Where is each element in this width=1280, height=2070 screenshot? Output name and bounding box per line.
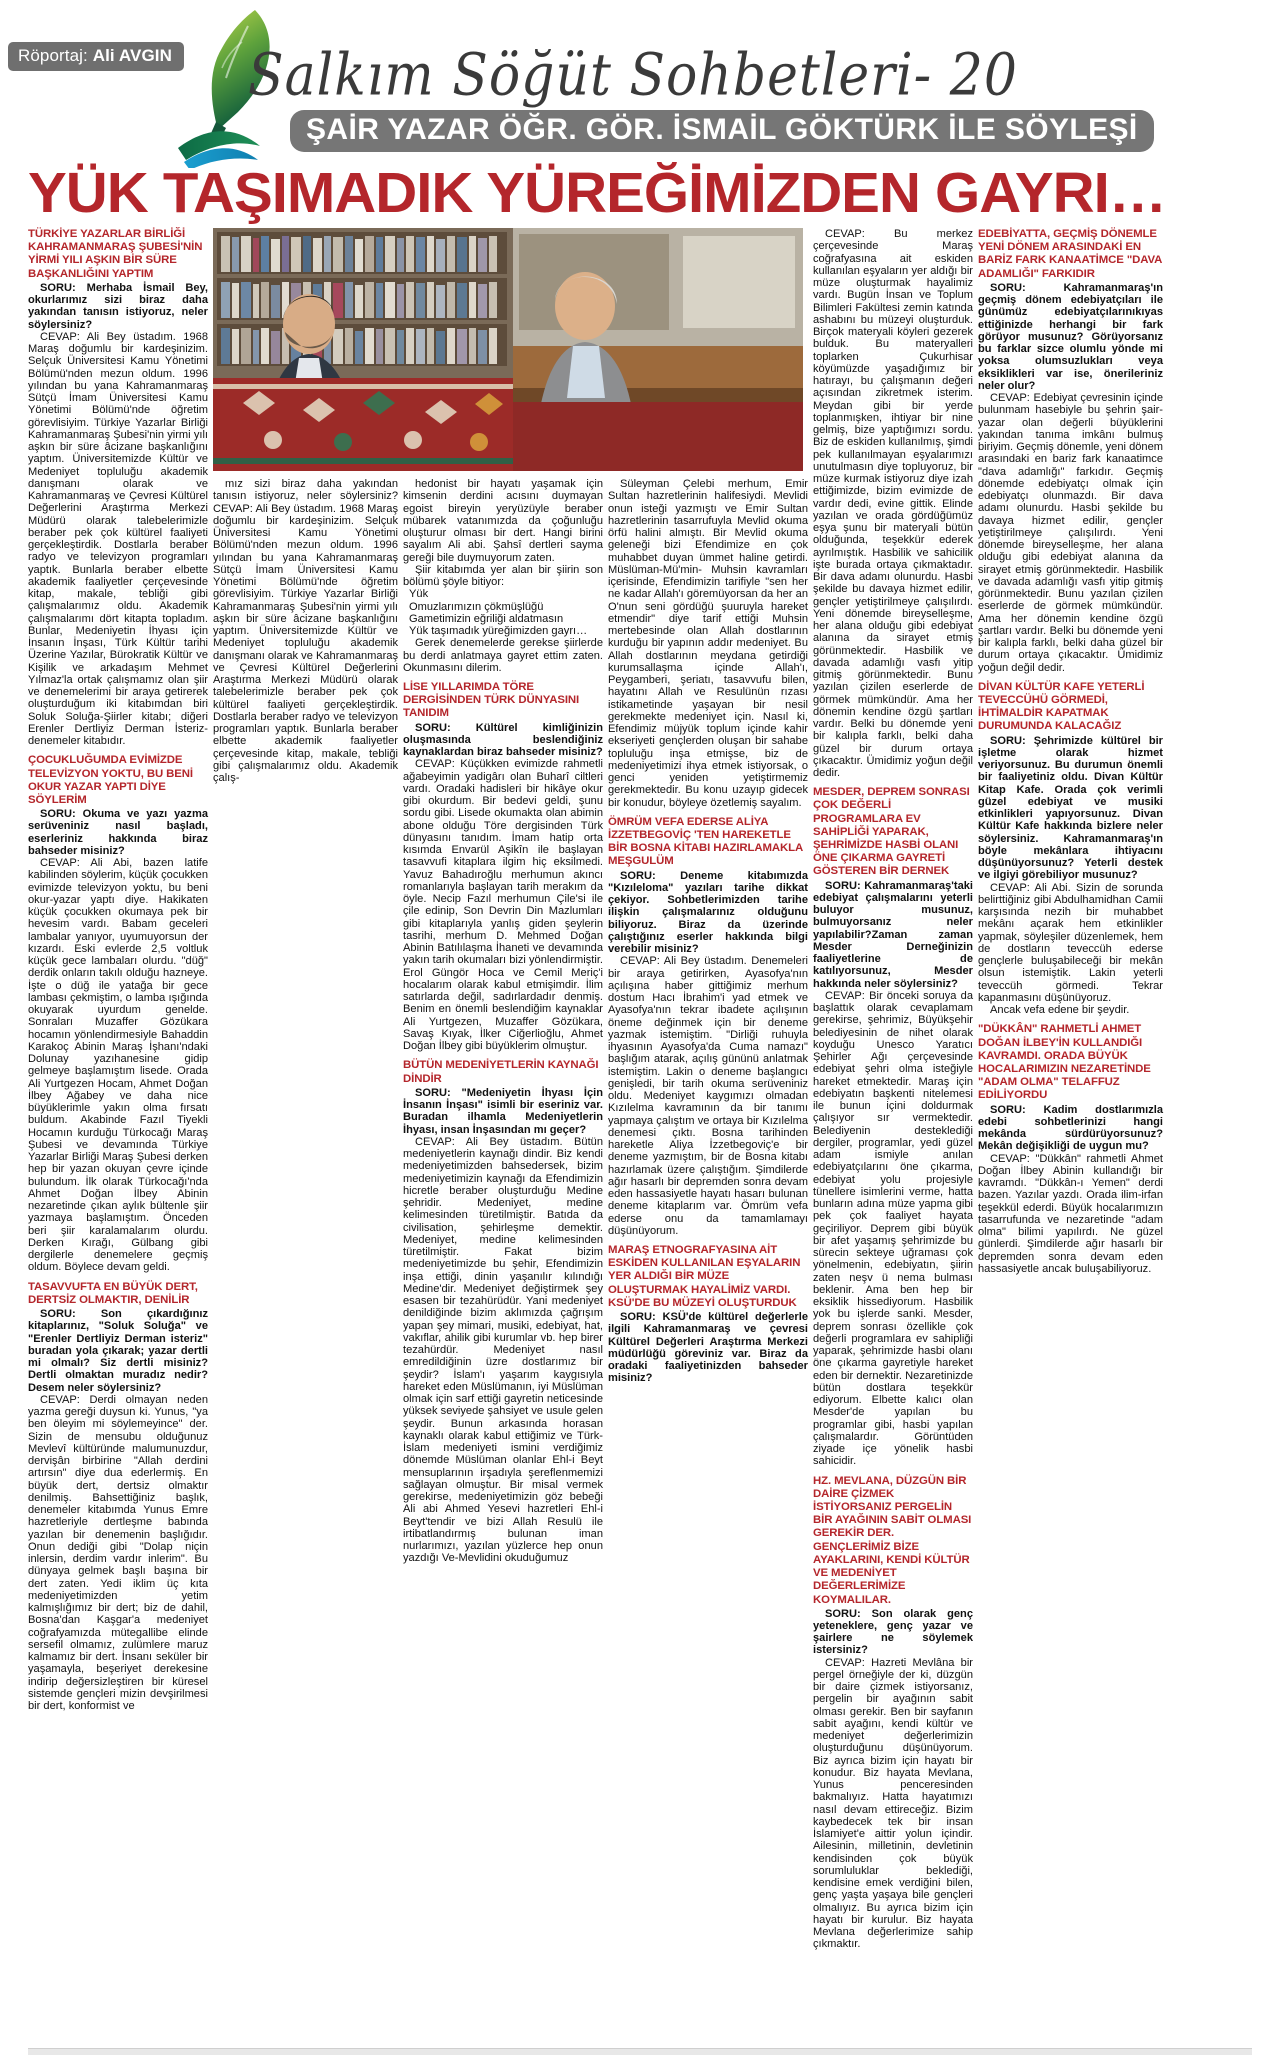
question: SORU: Okuma ve yazı yazma serüveniniz nasıl başladı, eserleriniz hakkında biraz bahseder misiniz? — [28, 808, 208, 857]
verse-line: Yük — [409, 588, 429, 601]
question: SORU: Son çıkardığınız kitaplarınız, "Soluk Soluğa" ve "Erenler Dertliyiz Derman isteriz" buradan yola çıkarak; yazar dertli mi olmalı? Siz dertli misiniz? Dertli olmaktan muradız nedir? Desem neler söylersiniz? — [28, 1308, 208, 1394]
answer: CEVAP: Hazreti Mevlâna bir pergel örneğiyle der ki, düzgün bir daire çizmek istiyorsanız, pergelin bir ayağının sabit olması gerekir. Ben bir sayfanın sabit ayağını, kendi kültür ve medeniyet değerlerimizin oluşturduğunu düşünüyorum. Biz ayrıca bizim için hayatı bir konudur. Biz hayata Mevlana, Yunus penceresinden bakmalıyız. Hatta hayatımızı nasıl devam ettireceğiz. Bizim kaybedecek tek bir insan İslamiyet'e aittir yolun içindir. Ailesinin, milletinin, devletinin kendisinden çok büyük sorumluluklar beklediği, kendisine emek verdiğini bilen, genç yaşta yaşaya bile gençleri olmalıyız. Bu ayrıca bizim için hayatı bir kurulur. Biz hayata Mevlana değerlerimize sahip çıkmaktır. — [813, 1656, 973, 1951]
kicker: "DÜKKÂN" RAHMETLİ AHMET DOĞAN İLBEY'İN KULLANDIĞI KAVRAMDI. ORADA BÜYÜK HOCALARIMIZIN NEZARETİNDE "ADAM OLMA" TELAFFUZ EDİLİYORDU — [978, 1023, 1151, 1102]
column-1 — [28, 228, 208, 1712]
column-4 — [608, 478, 808, 1385]
kicker: ÖMRÜM VEFA EDERSE ALİYA İZZETBEGOVİÇ 'TEN HAREKETLE BİR BOSNA KİTABI HAZIRLAMAKLA MEŞGULÜM — [608, 815, 803, 868]
column-6 — [978, 228, 1163, 1275]
verse-line: Gametimizin eğriliği aldatmasın — [409, 612, 564, 625]
question: SORU: Deneme kitabımızda "Kızıleloma" yazıları tarihe dikkat çekiyor. Sohbetlerimizden tarihe ilişkin çalışmalarınız olduğunu biliyoruz. Biraz da üzerinde çalıştığınız eserler hakkında bilgi verebilir misiniz? — [608, 869, 808, 956]
byline-tag — [8, 42, 184, 71]
question: SORU: Şehrimizde kültürel bir işletme olarak hizmet veriyorsunuz. Bu durumun önemli bir faaliyetiniz oldu. Divan Kültür Kitap Kafe. Orada çok verimli güzel edebiyat ve musiki etkinlikleri yapıyorsunuz. Divan Kültür Kafe hakkında bizlere neler söylersiniz. Kahramanmaraş'ın böyle mekânlara ihtiyacını düşünüyorsunuz? Yeterli destek ve ilgiyi görebiliyor musunuz? — [978, 734, 1163, 882]
answer: Gerek denemelerde gerekse şiirlerde bu derdi anlatmaya gayret ettim zaten. Okunmasını dilerim. — [403, 637, 603, 674]
masthead — [0, 0, 1280, 168]
answer: CEVAP: Ali Abi. Sizin de sorunda belirttiğiniz gibi Abdulhamidhan Camii karşısında nezih bir muhabbet mekânı açarak hem etkinlikler yapmak, söyleşiler düzenlemek, hem de dostların teveccüh ederse gençlerle buluşabileceği bir mekân olsun istemiştik. Lakin yeterli teveccüh görmedi. Tekrar kapanmasını düşünüyoruz. — [978, 881, 1163, 1004]
answer: CEVAP: "Dükkân" rahmetli Ahmet Doğan İlbey Abinin kullandığı bir kavramdı. "Dükkân-ı Yemen" derdi bazen. Yazılar yazdı. Orada ilim-irfan teşekkül ederdi. Büyük hocalarımızın tasarrufunda ve nezaretinde "adam olma" bilimi yapılırdı. Ne güzel günlerdi. Şimdilerde ağır hasarlı bir depremden sonra devam eden hassasiyetle ancak buluşabiliyoruz. — [978, 1152, 1163, 1275]
question: SORU: "Medeniyetin İhyası İçin İnsanın İnşası" isimli bir eseriniz var. Buradan ilhamla Medeniyetlerin İhyası, insan İnşasından mı geçer? — [403, 1086, 603, 1136]
bottom-rule — [28, 2048, 1252, 2055]
answer: CEVAP: Ali Bey üstadım. Denemeleri bir araya getirirken, Ayasofya'nın açılışına haber gittiğimiz merhum dostum Hacı İbrahim'i yad etmek ve Ayasofya'nın tekrar ibadete açılışının öneme değinmek için bir deneme yazmak istemiştim. "Dirliği ruhuyla ihyasının Ayasofya'da Cuma namazı" başlığım atarak, açılış gününü anlatmak istemiştim. Lakin o deneme başlangıcı genişledi, bir tarih okuma serüveniniz oldu. Medeniyet kaygımızı olmadan Kızılelma kavramının da bir tanımı yapmaya çalıştım ve ortaya bir Kızılelma denemesi çıktı. Bosna tarihinden hareketle Aliya İzzetbegoviç'e bir deneme yazmıştım, bir de Bosna kitabı hazırlamak üzere çalıştığım. Şimdilerde ağır hasarlı bir depremden sonra devam eden hassasiyetle hayatı hasarı bulunan deneme kitaplarım var. Ömrüm vefa ederse onu da tamamlamayı düşünüyorum. — [608, 955, 808, 1237]
column-3 — [403, 478, 603, 1565]
answer: CEVAP: Edebiyat çevresinin içinde bulunmam hasebiyle bu şehrin şair-yazar olan değerli büyüklerini yakından tanıma imkânı bulmuş biriyim. Geçmiş dönemle, yeni dönem arasındaki en bariz fark kanaatimce "dava adamlığı" farkıdır. Geçmiş dönemde edebiyatçı olmak için edebiyatçı olunmazdı. Bir dava adamı olunurdu. Hasbi şekilde bu davaya hizmet edilir, gençler yetiştirilmeye çalışılırdı. Yeni dönemde bireyselleşme, her alana olduğu gibi edebiyat alanına da sirayet etmiş görünmektedir. Hasbilik ve davada adamlığı vasfı yitip gitmiş görünmektedir. Bunu yazılan çizilen eserlerde de görmek mümkündür. Ama her dönemin kendine özgü şartları vardır. Belki bu dönemde yeni bir kalıpla farklı, belki daha güzel bir durum ortaya çıkacaktır. Ümidimiz yoğun değil dedir. — [978, 392, 1163, 674]
interview-photo — [213, 228, 803, 471]
answer: Ancak vefa edene bir şeydir. — [990, 1004, 1130, 1017]
kicker: BÜTÜN MEDENİYETLERİN KAYNAĞI DİNDİR — [403, 1059, 599, 1085]
answer: Şiir kitabımda yer alan bir şiirin son bölümü şöyle bitiyor: — [403, 563, 603, 588]
question: SORU: Kadim dostlarımızla edebi sohbetlerinizi hangi mekânda sürdürüyorsunuz? Mekân değişikliği de uygun mu? — [978, 1103, 1163, 1153]
kicker: EDEBİYATTA, GEÇMİŞ DÖNEMLE YENİ DÖNEM ARASINDAKİ EN BARİZ FARK KANAATİMCE "DAVA ADAMLIĞI" FARKIDIR — [978, 228, 1162, 280]
kicker: MESDER, DEPREM SONRASI ÇOK DEĞERLİ PROGRAMLARA EV SAHİPLİĞİ YAPARAK, ŞEHRİMİZDE HASBİ OLANI ÖNE ÇIKARMA GAYRETİ GÖSTEREN BİR DERNEK — [813, 786, 970, 878]
answer: CEVAP: Bu merkez çerçevesinde Maraş coğrafyasına ait eskiden kullanılan eşyaların yer aldığı bir müze oluşturmak hayalimiz vardı. Bugün İnsan ve Toplum Bilimleri Fakültesi zemin katında ashabını bu müzeyi oluşturduk. Birçok materyali köyleri gezerek bulduk. Bu materyalleri toplarken Çukurhisar köyümüzde yaşadığımız bir hatırayı, bu çalışmanın değeri açısından zikretmek isterim. Meydan gibi bir yerde toplanmışken, ihtiyar bir nine gelmiş, bize yaptığımızı sordu. Biz de eskiden kullanılmış, şimdi pek kullanılmayan eşyalarımızı unutulmasın diye topluyoruz, bir müze kurmak istiyoruz diye izah ettiğimizde, bizim evimizde de vardır dedi, evine gittik. Elinde yazılan ve orada gördüğümüz eşya şunu bir materyali bütün olduğunda, teşekkür ederek ayrılmıştık. Hasbilik ve sahicilik işte burada ortaya çıkmaktadır. Bir dava adamı olunurdu. Hasbi şekilde bu davaya hizmet edilir, gençler yetiştirilmeye çalışılırdı. Yeni dönemde bireyselleşme, her alana olduğu gibi edebiyat alanına da sirayet etmiş görünmektedir. Hasbilik ve davada adamlığı vasfı yitip gitmiş görünmektedir. Bunu yazılan çizilen eserlerde de görmek mümkündür. Ama her dönemin kendine özgü şartları vardır. Belki bu dönemde yeni bir kalıpla farklı, belki daha güzel bir durum ortaya çıkacaktır. Ümidimiz yoğun değil dedir. — [813, 228, 973, 779]
kicker: HZ. MEVLANA, DÜZGÜN BİR DAİRE ÇİZMEK İSTİYORSANIZ PERGELİN BİR AYAĞININ SABİT OLMASI GEREKİR DER. GENÇLERİMİZ BİZE AYAKLARINI, KENDİ KÜLTÜR VE MEDENİYET DEĞERLERİMİZE KOYMALILAR. — [813, 1474, 972, 1606]
question: SORU: Kültürel kimliğinizin oluşmasında beslendiğiniz kaynaklardan biraz bahseder misiniz? — [403, 721, 603, 759]
answer: CEVAP: Ali Bey üstadım. Bütün medeniyetlerin kaynağı dindir. Biz kendi medeniyetimizden bahsedersek, bizim medeniyetimizin kaynağı da Efendimizin hicretle beraber oluşturduğu Medine şehridir. Medeniyet, medine kelimesinden türetilmiştir. Batıda da civilisation, şehirleşme demektir. Medeniyet, medine kelimesinden türetilmiştir. Fakat bizim medeniyetimizde bu şehir, Efendimizin inşa ettiği, dinin yaşanılır kılındığı Medine'dir. Medeniyet değiştirmek şey esasen bir tezahürüdür. Yani medeniyet denildiğinde bizim aklımızda çağrışım yapan şey mimari, musiki, edebiyat, hat, vakıflar, ahilik gibi kurumlar vb. hep birer tezahürdür. Medeniyet nasıl emredildiğinin üzre dostlarımız bir şeydir? İslam'ı yaşarım kaygısıyla hareket eden Müslümanın, iyi Müslüman olmak için sarf ettiği gayretin neticesinde yüksek seviyede şahsiyet ve usule gelen şeydir. Bunun arkasında horasan kaynaklı olarak kabul ettiğimiz ve Türk-İslam medeniyeti ismini verdiğimiz dönemde Müslüman olanlar Ehl-i Beyt mensuplarının irşadıyla şereflenmemizi sağlayan olmuştur. Bir misal vermek gerekirse, medeniyetimizin göz bebeği Ali abi Ahmed Yesevi hazretleri Ehl-i Beyt'tendir ve bizi Allah Resulü ile irtibatlandırmış bulunan iman nurlarımızı, yazılan yüzlerce hep onun yazdığı Ve-Mevlidini okuduğumuz — [403, 1135, 603, 1565]
kicker: ÇOCUKLUĞUMDA EVİMİZDE TELEVİZYON YOKTU, BU BENİ OKUR YAZAR YAPTI DİYE SÖYLERİM — [28, 754, 194, 806]
question: SORU: Kahramanmaraş'taki edebiyat çalışmalarını yeterli buluyor musunuz, bulmuyorsanız neler yapılabilir?Zaman zaman Mesder Derneğinizin faaliyetlerine de katılıyorsunuz, Mesder hakkında neler söylersiniz? — [813, 879, 973, 990]
kicker: LİSE YILLARIMDA TÖRE DERGİSİNDEN TÜRK DÜNYASINI TANIDIM — [403, 681, 580, 720]
verse-line: Omuzlarımızın çökmüşlüğü — [409, 600, 544, 613]
question: SORU: Son olarak genç yeteneklere, genç yazar ve şairlere ne söylemek istersiniz? — [813, 1607, 973, 1657]
answer: CEVAP: Derdi olmayan neden yazma gereği duysun ki. Yunus, "ya ben öleyim mi söylemeyince" der. Sizin de mensubu olduğunuz Mevlevî kültüründe malumunuzdur, dervişân birbirine "Allah derdini artırsın" diye dua ederlermiş. En büyük dert, dertsiz olmaktır denilmiş. Bahsettiğiniz başlık, denemeler kitabımda Yunus Emre hazretleriyle dertleşme babında yazılan bir denemenin başlığıdır. Onun dediği gibi "Dolap niçin inlersin, derdim vardır inlerim". Bu dünyaya gelmek başlı başına bir dert zaten. Yedi iklim üç kıta medeniyetimizden yetim kalmışlığımız bir dert; biz de dahil, Bosna'dan Kaşgar'a medeniyet coğrafyamızda mütegallibe elinde sersefil olmamız, zulümlere maruz kalmamız bir dert. İnsanı seküler bir yaşamayla, beşeriyet derekesine indirip değersizleştiren bir küresel sistemde gençleri mizin devşirilmesi bir dert, konformist ve — [28, 1393, 208, 1713]
subject-tag: ŞAİR YAZAR ÖĞR. GÖR. İSMAİL GÖKTÜRK İLE SÖYLEŞİ — [290, 110, 1154, 152]
question: SORU: Kahramanmaraş'ın geçmiş dönem edebiyatçıları ile günümüz edebiyatçılarınıkıyas ettiğinizde herhangi bir fark görüyor musunuz? Görüyorsanız bu farklar sizce olumlu yönde mi yoksa olumsuzlukları veya eksiklikleri var ise, önerileriniz neler olur? — [978, 281, 1163, 392]
verse-line: Yük taşımadık yüreğimizden gayrı… — [409, 625, 588, 637]
column-5 — [813, 228, 973, 1951]
answer: CEVAP: Ali Bey üstadım. 1968 Maraş doğumlu bir kardeşinizim. Selçuk Üniversitesi Kamu Yönetimi Bölümü'nden mezun oldum. 1996 yılından bu yana Kahramanmaraş Sütçü İmam Üniversitesi Kamu Yönetimi Bölümü'nde öğretim görevlisiyim. Türkiye Yazarlar Birliği Kahramanmaraş Şubesi'nin yirmi yılı aşkın bir süre âcizane başkanlığını yaptım. Üniversitemizde Kültür ve Medeniyet topluluğu akademik danışmanı olarak ve Kahramanmaraş ve Çevresi Kültürel Değerlerini Araştırma Merkezi Müdürü olarak talebelerimizle beraber pek çok kültürel faaliyeti gerçekleştirdik. Dostlarla beraber radyo ve televizyon programları yaptık. Bunlarla beraber elbette akademik faaliyetler çerçevesinde kitap, makale, tebliği gibi çalışmalarımız oldu. Akademik çalışmalarımı dört kitapta topladım. Bunlar, Medeniyetin İhyası için İnsanın İnşası, Türk Kültür tarihi Üzerine Yazılar, Bürokratik Kültür ve Kişilik ve arkadaşım Mehmet Yılmaz'la ortak çalışmamız olan şiir ve denemelerimi bir araya getirerek oluşturduğum iki kitabımdan biri Soluk Soluğa-Şiirler kitabı; diğeri Erenler Dertliyiz Derman İsteriz-denemeler kitabıdır. — [28, 330, 208, 748]
byline-name: Ali AVGIN — [92, 46, 172, 65]
answer: CEVAP: Küçükken evimizde rahmetli ağabeyimin yadigârı olan Buharî ciltleri vardı. Oradaki hadisleri bir hikâye okur gibi okurdum. Bir bedevi geldi, şunu sordu gibi. Lisede okumakta olan abimin abone olduğu Töre dergisinden Türk dünyasını tanıdım. İmam hatip orta kısımda Envarül Aşikîn ile başlayan tasavvufi kitaplara ilgim hiç eksilmedi. Yavuz Bahadıroğlu merhumun akıncı romanlarıyla başlayan tarih merakım da öyle. Necip Fazıl merhumun Çile'si ile çile edinip, Son Devrin Din Mazlumları gibi kitaplarıyla yanlış giden şeylerin tasrihi, merhum D. Mehmed Doğan Abinin Batılılaşma İhaneti ve devamında yakın tarih okumaları bizi yönlendirmiştir. Erol Güngör Hoca ve Cemil Meriç'i hocalarım olarak kabul etmişimdir. İlim satırlarda değil, sadırlardadır denmiş. Benim en önemli beslendiğim kaynaklar Ali Yurtgezen, Muzaffer Gözükara, Savaş Kıyak, İlker Ciğerlioğlu, Ahmet Doğan İlbey gibi büyüklerim olmuştur. — [403, 758, 603, 1053]
question: SORU: Merhaba İsmail Bey, okurlarımız sizi biraz daha yakından tanısın istiyoruz, neler söylersiniz? — [28, 281, 208, 331]
kicker: DİVAN KÜLTÜR KAFE YETERLİ TEVECCÜHÜ GÖRMEDİ, İHTİMALDİR KAPATMAK DURUMUNDA KALACAĞIZ — [978, 680, 1145, 733]
kicker: TÜRKİYE YAZARLAR BİRLİĞİ KAHRAMANMARAŞ ŞUBESİ'NİN YİRMİ YILI AŞKIN BİR SÜRE BAŞKANLIĞINI YAPTIM — [28, 228, 203, 280]
column-2 — [213, 478, 398, 784]
answer: CEVAP: Ali Abi, bazen latife kabilinden söylerim, küçük çocukken evimizde televizyon yoktu, bu beni okur-yazar yaptı diye. Hakikaten küçük çocukken okumaya pek bir hevesim vardı. Babam geceleri lambalar yanıyor, uyumuyorsun der kızardı. Eski evlerde 2,5 voltluk küçük gece lambaları olurdu. "düğ" derdik onların takılı olduğu hazneye. İşte o düğ ile yatağa bir gece lambası çekmiştim, o lamba ışığında okuyarak uyurdum genelde. Sonraları Muzaffer Gözükara hocamın yönlendirmesiyle Bahaddin Karakoç Abinin Maraş İşhanı'ndaki Dolunay yazıhanesine gidip gelmeye başlamıştım lisede. Orada Ali Yurtgezen Hocam, Ahmet Doğan İlbey Ağabey ve daha nice büyüklerimle yakın olma fırsatı buldum. Akabinde Fazıl Tiyekli Hocamın kurduğu Türkocağı Maraş Şubesi ve devamında Türkiye Yazarlar Birliği Maraş Şubesi derken hep bir yazan okuyan çevre içinde bulundum. İlk olarak Türkocağı'nda Ahmet Doğan İlbey Abinin nezaretinde çıkan aylık bültenle şiir yazmaya başlamıştım. Önceden beri şiir karalamalarım olurdu. Derken Kırağı, Gülbang gibi dergilerle denemelere geçmiş oldum. Böylece devam geldi. — [28, 857, 208, 1274]
question: SORU: KSÜ'de kültürel değerlerle ilgili Kahramanmaraş ve çevresi Kültürel Değerleri Araştırma Merkezi müdürlüğü göreviniz var. Biraz da oradaki faaliyetinizden bahseder misiniz? — [608, 1311, 808, 1385]
answer: hedonist bir hayatı yaşamak için kimsenin derdini acısını duymayan egoist bireyin yeryüzüyle beraber mübarek vatanımızda da çoğunluğu oluşturur olması bir dert. Hangi birini sayalım Ali abi. Şahsî dertleri sayma gereği bile duymuyorum zaten. — [403, 478, 603, 564]
article-body — [0, 228, 1280, 2040]
kicker: MARAŞ ETNOGRAFYASINA AİT ESKİDEN KULLANILAN EŞYALARIN YER ALDIĞI BİR MÜZE OLUŞTURMAK HAYALİMİZ VARDI. KSÜ'DE BU MÜZEYİ OLUŞTURDUK — [608, 1244, 801, 1309]
answer: mız sizi biraz daha yakından tanısın istiyoruz, neler söylersiniz? CEVAP: Ali Bey üstadım. 1968 Maraş doğumlu bir kardeşinizim. Selçuk Üniversitesi Kamu Yönetimi Bölümü'nden mezun oldum. 1996 yılından bu yana Kahramanmaraş Sütçü İmam Üniversitesi Kamu Yönetimi Bölümü'nde öğretim görevlisiyim. Türkiye Yazarlar Birliği Kahramanmaraş Şubesi'nin yirmi yılı aşkın bir süre âcizane başkanlığını yaptım. Üniversitemizde Kültür ve Medeniyet topluluğu akademik danışmanı olarak ve Kahramanmaraş ve Çevresi Kültürel Değerlerini Araştırma Merkezi Müdürü olarak talebelerimizle beraber pek çok kültürel faaliyeti gerçekleştirdik. Dostlarla beraber radyo ve televizyon programları yaptık. Bunlarla beraber elbette akademik faaliyetler çerçevesinde kitap, makale, tebliği gibi çalışmalarımız oldu. Akademik çalış- — [213, 478, 398, 784]
script-title: Salkım Söğüt Sohbetleri- 20 — [248, 42, 1018, 110]
answer: Süleyman Çelebi merhum, Emir Sultan hazretlerinin halifesiydi. Mevlidi onun isteği yazmıştı ve Emir Sultan hazretlerinin tasarrufuyla Mevlid okuma örfü halini almıştı. Bir Mevlid okuma geleneği bizi Efendimize en çok muhabbet duyan ümmet haline getirdi. Müslüman-Mü'min- Muhsin kavramları içerisinde, Efendimizin tarifiyle "sen her ne kadar Allah'ı göremüyorsan da her an O'nun seni gördüğü şuuruyla hareket etmendir" diye tarif ettiği Muhsin mertebesinde olan Allah dostlarının kurduğu bir yapının addır medeniyet. Bu Allah dostlarının meydana getirdiği kurumsallaşma içinde Allah'ı, Peygamberi, şeriatı, tasavvufu bilen, hayatını Allah ve Resulünün rızası istikametinde yaşayan bir nesil gerekmekte medeniyet için. Nasıl ki, Efendimiz müjyük toplum içinde kahir ekseriyeti gençlerden oluşan bir sahabe topluluğu inşa etmişse, biz de medeniyetimizi ihya etmek istiyorsak, o genci yeniden yetiştirmemiz gerekmektedir. Bu konu uzayıp gidecek bir konudur, böyleye özetlemiş sayalım. — [608, 478, 808, 809]
kicker: TASAVVUFTA EN BÜYÜK DERT, DERTSİZ OLMAKTIR, DENİLİR — [28, 1280, 198, 1306]
page-headline: YÜK TAŞIMADIK YÜREĞİMİZDEN GAYRI… — [28, 161, 1166, 225]
answer: CEVAP: Bir önceki soruya da başlattık olarak cevaplamam gerekirse, şehrimiz, Büyükşehir belediyesinin de nihet olarak koyduğu Unesco Yaratıcı Şehirler Ağı çerçevesinde edebiyat şehri olma isteğiyle hareket etmektedir. Maraş için edebiyatın başkenti nitelemesi ile bunun içini doldurmak çalışıyor sır vermektedir. Belediyenin desteklediği dergiler, programlar, yedi güzel adam ismiyle anılan edebiyatçılarını öne çıkarma, edebiyat yolu projesiyle tünellere isimlerini verme, hatta bunların adına müze yapma gibi pek çok faaliyet hayata geçiriliyor. Deprem gibi büyük bir afet yaşamış şehrimizde bu sürecin sekteye uğraması çok yönelmenin, edebiyatın, şiirin zaten neşv ü nema bulması beklenir. Ama ben hep bir eksiklik hissediyorum. Hasbilik yok bu işlerde sanki. Mesder, deprem sonrası özellikle çok değerli programlara ev sahipliği yaparak, şehrimizde hasbi olanı öne çıkarma gayretiyle hareket eden bir dernektir. Nezaretinizde bütün dostlara teşekkür ediyorum. Elbette kalıcı olan Mesder'de yapılan bu programlar gibi, hasbi yapılan çalışmalardır. Görüntüden ziyade içe yönelik hasbi sahicidir. — [813, 989, 973, 1468]
byline-prefix: Röportaj: — [18, 46, 93, 65]
